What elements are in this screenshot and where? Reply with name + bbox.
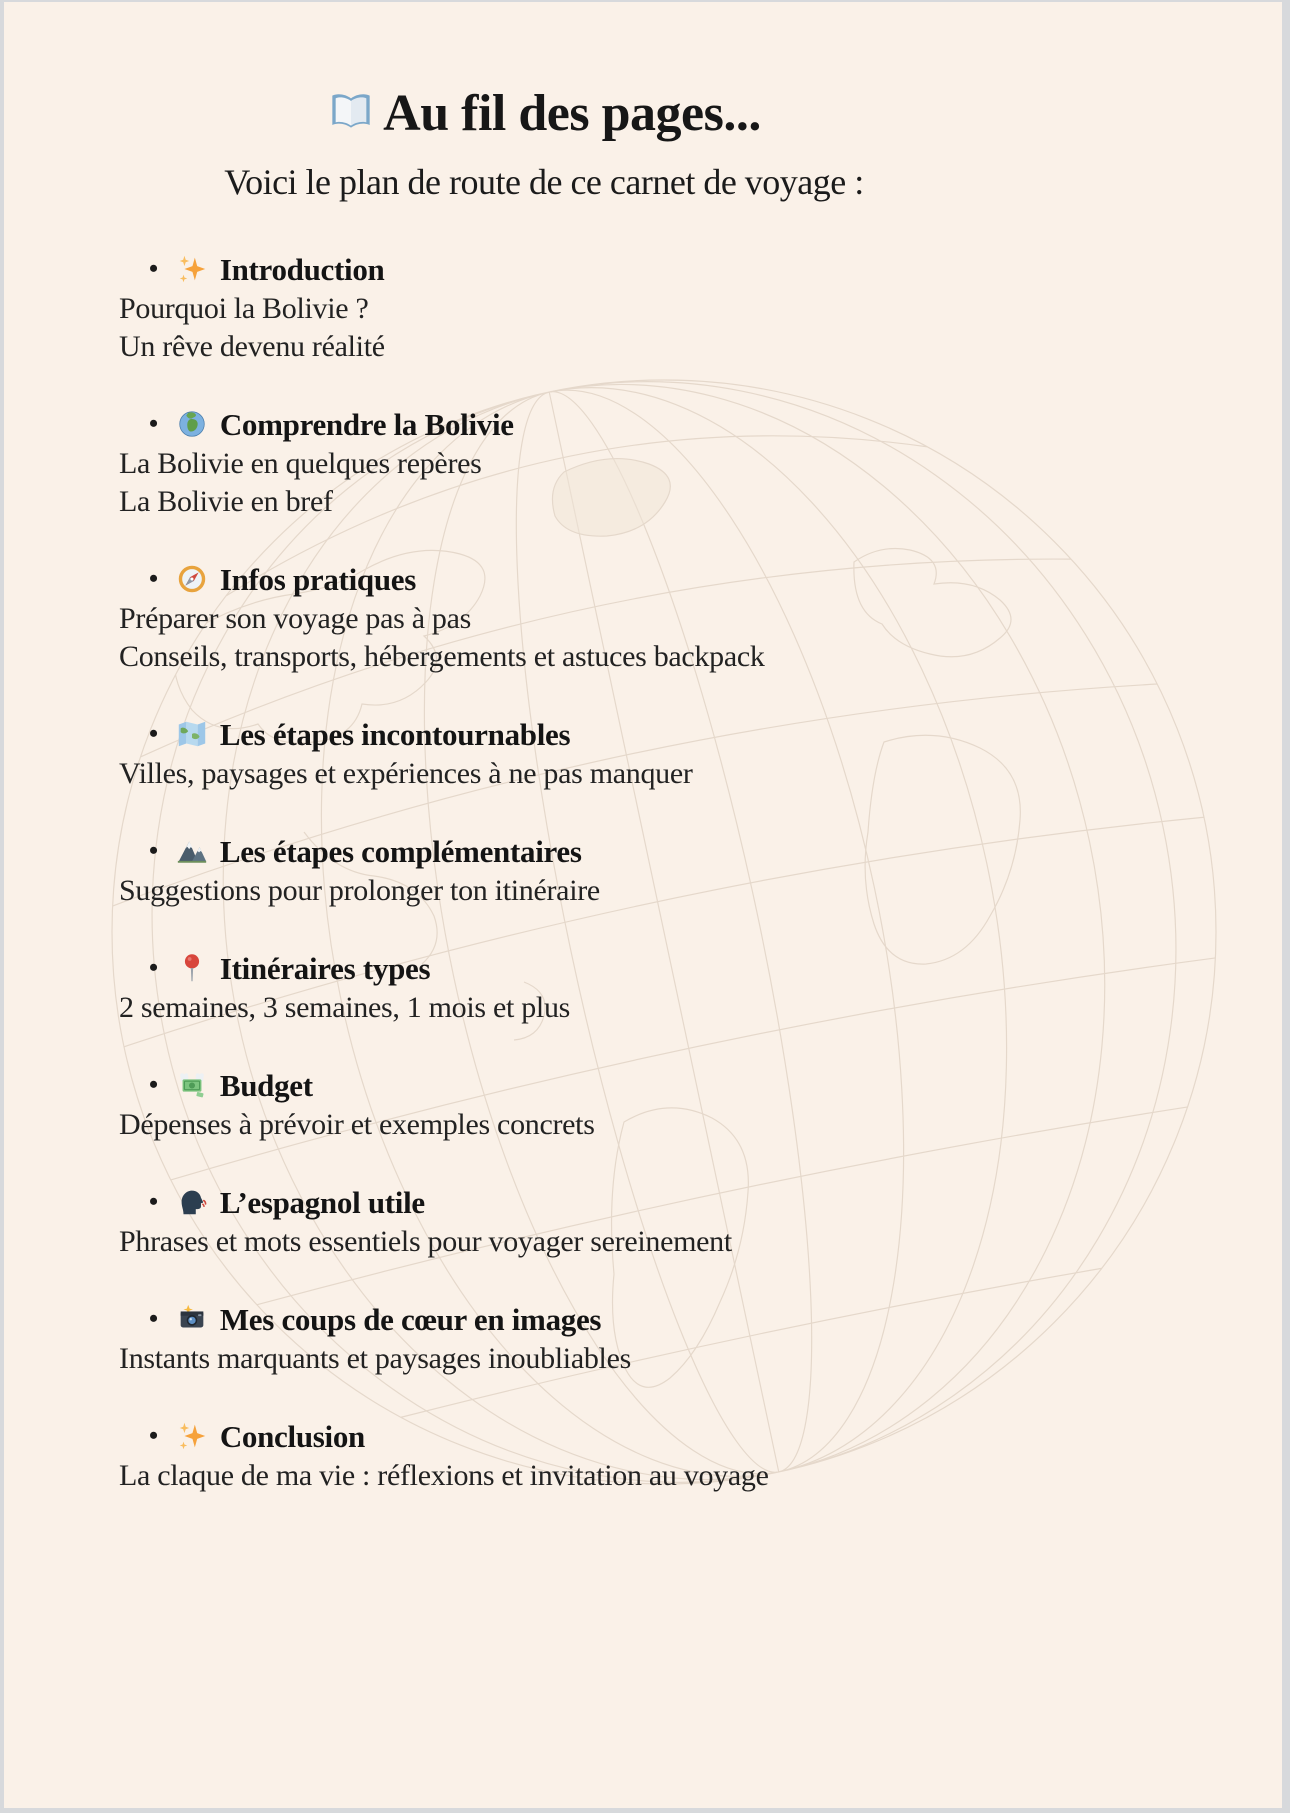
journal-page — [4, 2, 1282, 1808]
toc-item — [119, 1416, 1084, 1495]
globe-europe-africa-icon — [175, 407, 209, 441]
toc-item-label: Mes coups de cœur en images — [219, 1301, 602, 1337]
bullet-dot: • — [149, 719, 158, 749]
toc-item-label: Comprendre la Bolivie — [219, 406, 514, 442]
toc-item-sublines — [119, 290, 1084, 366]
toc-item — [119, 1299, 1084, 1378]
toc-item-subline: 2 semaines, 3 semaines, 1 mois et plus — [119, 990, 571, 1024]
toc-item-heading — [119, 559, 1084, 600]
toc-item-heading — [119, 1065, 1084, 1106]
page-content — [4, 2, 1084, 1495]
bullet-dot: • — [149, 953, 158, 983]
sparkles-icon — [175, 1419, 209, 1453]
toc-item — [119, 1182, 1084, 1261]
bullet-dot: • — [149, 1187, 158, 1217]
toc-item-label: Itinéraires types — [219, 950, 431, 986]
toc-item-sublines — [119, 600, 1084, 676]
toc-item-heading — [119, 1182, 1084, 1223]
toc-item-label: Les étapes complémentaires — [219, 833, 582, 869]
toc-item-subline: Instants marquants et paysages inoubliables — [119, 1341, 631, 1375]
toc-item-heading — [119, 249, 1084, 290]
speaking-head-icon — [175, 1185, 209, 1219]
page-title — [4, 84, 1084, 151]
toc-item-label: Infos pratiques — [219, 561, 416, 597]
toc-item-label: Les étapes incontournables — [219, 716, 571, 752]
round-pushpin-icon — [175, 951, 209, 985]
toc-item-subline: La Bolivie en quelques repères — [119, 446, 482, 480]
toc-item-sublines — [119, 755, 1084, 793]
toc-item-subline: Préparer son voyage pas à pas — [119, 601, 472, 635]
snow-capped-mountain-icon — [175, 834, 209, 868]
page-subtitle: Voici le plan de route de ce carnet de voyage : — [224, 161, 864, 202]
toc-item-sublines — [119, 989, 1084, 1027]
sparkles-icon — [175, 252, 209, 286]
toc-item-subline: Un rêve devenu réalité — [119, 329, 385, 363]
toc-item-sublines — [119, 445, 1084, 521]
toc-item-heading — [119, 714, 1084, 755]
toc-item-subline: La claque de ma vie : réflexions et invitation au voyage — [119, 1458, 769, 1492]
toc-item — [119, 249, 1084, 366]
compass-icon — [175, 562, 209, 596]
toc-item — [119, 714, 1084, 793]
toc-item — [119, 559, 1084, 676]
toc-item-heading — [119, 948, 1084, 989]
toc-item-sublines — [119, 1106, 1084, 1144]
toc-item-sublines — [119, 1457, 1084, 1495]
toc-item-subline: Pourquoi la Bolivie ? — [119, 291, 369, 325]
toc-item-label: L’espagnol utile — [219, 1184, 425, 1220]
page-title-text: Au fil des pages... — [383, 85, 761, 142]
toc-item-subline: Conseils, transports, hébergements et astuces backpack — [119, 639, 765, 673]
bullet-dot: • — [149, 1304, 158, 1334]
toc-item-subline: Phrases et mots essentiels pour voyager sereinement — [119, 1224, 732, 1258]
money-with-wings-icon — [175, 1068, 209, 1102]
toc-item-heading — [119, 404, 1084, 445]
camera-with-flash-icon — [175, 1302, 209, 1336]
bullet-dot: • — [149, 1421, 158, 1451]
toc-item — [119, 831, 1084, 910]
toc-item-sublines — [119, 872, 1084, 910]
toc-item — [119, 404, 1084, 521]
bullet-dot: • — [149, 564, 158, 594]
toc-item-heading — [119, 831, 1084, 872]
toc-item-heading — [119, 1416, 1084, 1457]
toc-list — [4, 249, 1084, 1495]
open-book-icon — [327, 89, 375, 151]
toc-item-label: Introduction — [219, 251, 385, 287]
toc-item-subline: Suggestions pour prolonger ton itinéraire — [119, 873, 600, 907]
bullet-dot: • — [149, 836, 158, 866]
world-map-icon — [175, 717, 209, 751]
bullet-dot: • — [149, 254, 158, 284]
bullet-dot: • — [149, 409, 158, 439]
toc-item — [119, 948, 1084, 1027]
bullet-dot: • — [149, 1070, 158, 1100]
toc-item-label: Conclusion — [219, 1418, 365, 1454]
toc-item-subline: La Bolivie en bref — [119, 484, 333, 518]
toc-item-heading — [119, 1299, 1084, 1340]
toc-item-subline: Dépenses à prévoir et exemples concrets — [119, 1107, 595, 1141]
toc-item-sublines — [119, 1340, 1084, 1378]
toc-item-label: Budget — [219, 1067, 313, 1103]
toc-item — [119, 1065, 1084, 1144]
toc-item-subline: Villes, paysages et expériences à ne pas manquer — [119, 756, 693, 790]
toc-item-sublines — [119, 1223, 1084, 1261]
